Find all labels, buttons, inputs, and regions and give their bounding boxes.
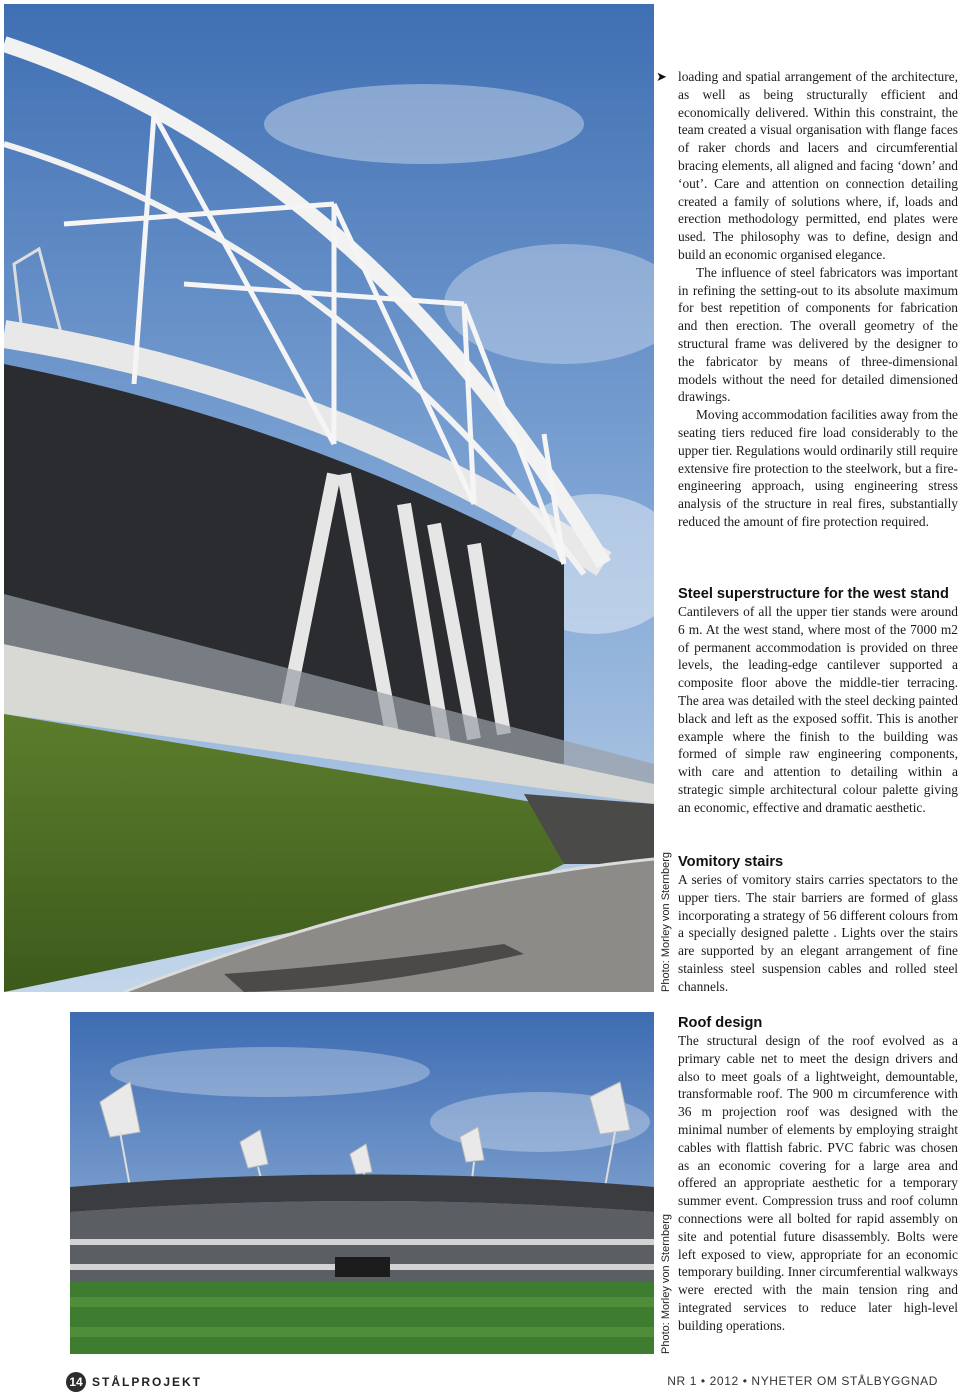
section-heading: Vomitory stairs [678, 854, 784, 870]
paragraph: Moving accommodation facilities away from the seating tiers reduced fire load considerably to the upper tier. Regulations would ordinarily still require extensive fire protection to the steelwork, but a fire-engineering approach, using engineering stress analysis of the structure in real fires, substantially reduced the amount of fire protection required. [678, 407, 958, 529]
continuation-arrow-icon: ➤ [656, 69, 667, 84]
stadium-interior-photo [70, 1012, 654, 1354]
page-number: 14 [66, 1372, 86, 1392]
paragraph: A series of vomitory stairs carries spectators to the upper tiers. The stair barriers are formed of glass incorporating a strategy of 56 different colours from a specially designed palette . Lights over the stairs are supported by an elegant arrangement of fine stainless steel suspension cables and rolled steel channels. [678, 872, 958, 994]
paragraph: The structural design of the roof evolved as a primary cable net to meet the design drivers and also to meet goals of a lightweight, demountable, transformable roof. The 900 m circumference with 36 m projection roof was designed with the minimal number of elements by employing straight cables with flattish fabric. PVC fabric was chosen as an economic covering for a large area and offered an appropriate aesthetic for a temporary summer event. Compression truss and roof column connections were all bolted for rapid assembly on site and potential future disassembly. Bolts were left exposed to view, appropriate for an economic temporary building. Inner circumferential walkways were erected with the main tension ring and integrated services to reduce later high-level building operations. [678, 1033, 958, 1333]
section-west-stand [678, 585, 958, 817]
section-roof-design [678, 1014, 958, 1335]
section-vomitory-stairs [678, 853, 958, 996]
photo-credit-bottom: Photo: Morley von Sternberg [660, 1213, 672, 1354]
paragraph: Cantilevers of all the upper tier stands were around 6 m. At the west stand, where most of the 7000 m2 of permanent accommodation is provided on three levels, the leading-edge cantilever supported a composite floor above the middle-tier terracing. The area was detailed with the steel decking painted black and left as the exposed soffit. This is another example where the finish to the building was formed of simple raw engineering components, with care and attention to detailing within a strategic simple architectural colour palette giving an economic, effective and dramatic aesthetic. [678, 604, 958, 815]
magazine-name: STÅLPROJEKT [92, 1375, 203, 1389]
photo-credit-top: Photo: Morley von Sternberg [660, 851, 672, 992]
paragraph: The influence of steel fabricators was important in refining the setting-out to its absolute maximum for best repetition of components for fabrication and then erection. The overall geometry of the structural frame was delivered by the designer to the fabricator by means of three-dimensional models without the need for detailed dimensioned drawings. [678, 264, 958, 405]
issue-info: NR 1 • 2012 • NYHETER OM STÅLBYGGNAD [667, 1374, 938, 1388]
paragraph: loading and spatial arrangement of the architecture, as well as being structurally efficient and economically delivered. Within this constraint, the team created a visual organisation with flange faces of raker chords and lacers and circumferential bracing elements, all aligned and facing ‘down’ and ‘out’. Care and attention on connection detailing created a family of solutions where, if, loads and erection methodology permitted, end plates were used. The philosophy was to define, design and build an economic organised elegance. [678, 69, 958, 262]
footer-left [66, 1372, 202, 1392]
stadium-exterior-photo [4, 4, 654, 992]
article-continuation [678, 68, 958, 531]
section-heading: Roof design [678, 1015, 763, 1031]
section-heading: Steel superstructure for the west stand [678, 586, 949, 602]
